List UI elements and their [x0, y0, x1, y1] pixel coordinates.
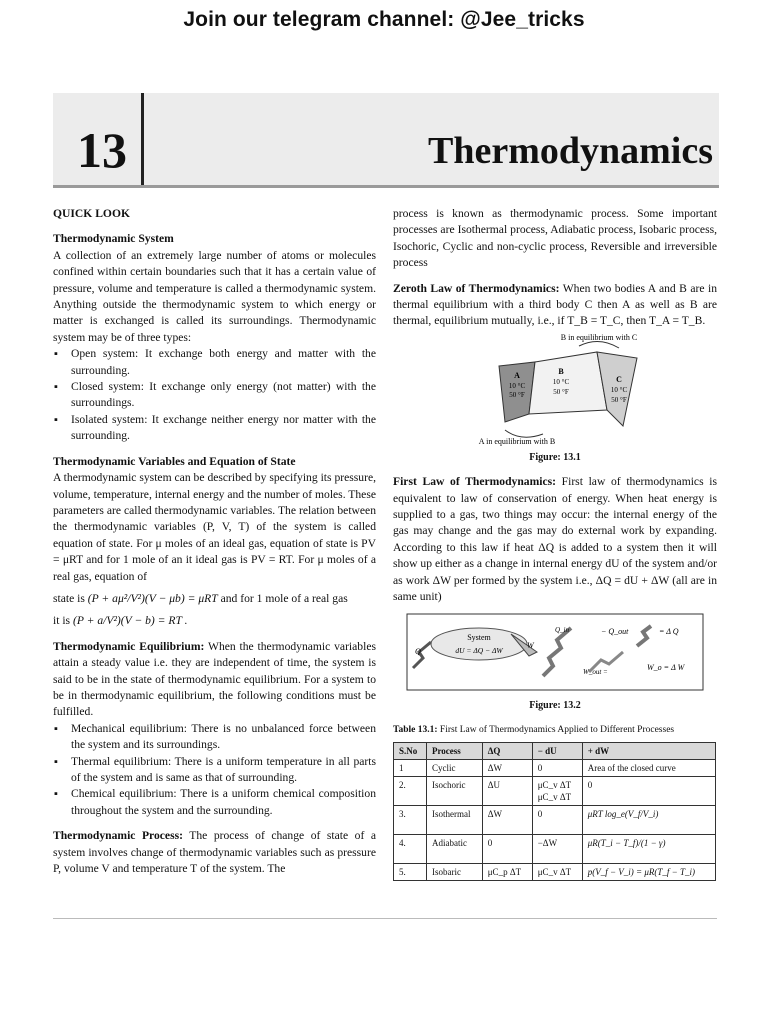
system-heading: Thermodynamic System: [53, 232, 174, 246]
list-item: ▪ Chemical equilibrium: There is a uniform chemical composition throughout the system and the surrounding.: [71, 786, 376, 819]
column-header: + dW: [582, 743, 715, 760]
table-cell: 5.: [394, 864, 427, 881]
delta-q-label: = Δ Q: [659, 626, 679, 636]
figure-13-2-caption: Figure: 13.2: [529, 699, 581, 711]
block-c-label: C: [616, 374, 622, 384]
block-c-fahrenheit: 50 °F: [611, 395, 627, 404]
table-cell: ΔW: [482, 806, 532, 835]
system-types-list: [53, 346, 376, 444]
column-header: ΔQ: [482, 743, 532, 760]
equilibrium-paragraph: Thermodynamic Equilibrium: When the thermodynamic variables attain a steady value i.e. they are independent of time, the system is said to be in the state of thermodynamic equilibrium. For a system to be in thermodynamic equilibrium, the following conditions must be fulfilled.: [53, 639, 376, 719]
system-label: System: [467, 632, 491, 642]
table-row: [394, 806, 716, 835]
left-column: [53, 206, 376, 877]
top-arrow: [579, 341, 619, 348]
table-row: [394, 835, 716, 864]
table-cell: μRT log_e(V_f/V_i): [582, 806, 715, 835]
equilibrium-conditions-list: [53, 721, 376, 819]
figure-13-1-caption: Figure: 13.1: [529, 451, 581, 463]
block-b-celsius: 10 °C: [552, 377, 570, 386]
table-cell: 0: [582, 777, 715, 806]
zeroth-law-figure: [393, 330, 717, 448]
first-law-figure: [393, 612, 717, 694]
process-continued-paragraph: process is known as thermodynamic process. Some important processes are Isothermal process, Adiabatic process, Isobaric process, Isochoric, Cyclic and non-cyclic process, Reversible and irreversible process: [393, 207, 717, 270]
table-cell: Isochoric: [426, 777, 482, 806]
table-header-row: [394, 743, 716, 760]
q-label: Q: [415, 646, 421, 656]
chapter-header: [53, 93, 719, 188]
table-cell: μC_p ΔT: [482, 864, 532, 881]
table-cell: Isothermal: [426, 806, 482, 835]
table-cell: μR(T_i − T_f)/(1 − γ): [582, 835, 715, 864]
list-item: ▪ Isolated system: It exchange neither energy nor matter with the surrounding.: [71, 412, 376, 445]
q-in-label: Q_in: [555, 625, 569, 634]
first-law-paragraph: First Law of Thermodynamics: First law of thermodynamics is equivalent to law of conservation of energy. When heat energy is supplied to a gas, two things may occur: the internal energy of the gas may change and the gas may do external work by expanding. According to this law if heat ΔQ is added to a system then it will show up either as a change in internal energy dU of the system and/or as work ΔW per formed by the system i.e., ΔQ = dU + ΔW (all are in same unit): [393, 475, 717, 604]
variables-heading: Thermodynamic Variables and Equation of State: [53, 454, 296, 468]
block-a-celsius: 10 °C: [508, 381, 526, 390]
block-b-fahrenheit: 50 °F: [553, 387, 569, 396]
telegram-banner: Join our telegram channel: @Jee_tricks: [183, 8, 585, 31]
list-item: ▪ Thermal equilibrium: There is a uniform temperature in all parts of the system and is same as that of surrounding.: [71, 754, 376, 787]
process-paragraph: Thermodynamic Process: The process of change of state of a system involves change of thermodynamic variables such as pressure P, volume V and temperature T of the system. The: [53, 829, 376, 876]
variables-paragraph: A thermodynamic system can be described by specifying its pressure, volume, temperature, internal energy and the number of moles. These parameters are called thermodynamic variables. The relation between the thermodynamic variables (P, V, T) of the system is called equation of state. For μ moles of an ideal gas, equation of state is PV = μRT and for 1 mole of an it ideal gas is PV = RT. For μ moles of a real gas, equation of: [53, 471, 376, 583]
table-cell: 1: [394, 760, 427, 777]
top-label: B in equilibrium with C: [560, 332, 638, 342]
table-cell: Adiabatic: [426, 835, 482, 864]
table-cell: μC_v ΔT: [532, 864, 582, 881]
q-out-label: − Q_out: [601, 626, 629, 636]
table-cell: ΔU: [482, 777, 532, 806]
column-header: − dU: [532, 743, 582, 760]
table-cell: Area of the closed curve: [582, 760, 715, 777]
table-cell: −ΔW: [532, 835, 582, 864]
quick-look-heading: QUICK LOOK: [53, 207, 130, 220]
table-cell: ΔW: [482, 760, 532, 777]
block-c-celsius: 10 °C: [610, 385, 628, 394]
real-gas-equation: state is (P + aμ²/V²)(V − μb) = μRT and for 1 mole of a real gas: [53, 591, 348, 605]
list-item: ▪ Closed system: It exchange only energy (not matter) with the surroundings.: [71, 379, 376, 412]
system-paragraph: A collection of an extremely large number of atoms or molecules confined within certain boundaries such that it has a certain value of pressure, volume and temperature is called a thermodynamic system. Anything outside the thermodynamic system to which energy or matter is exchanged is called its surroundings. Thermodynamic system may be of three types:: [53, 248, 376, 344]
chapter-divider: [141, 93, 144, 185]
table-row: [394, 864, 716, 881]
table-cell: 0: [532, 760, 582, 777]
column-header: S.No: [394, 743, 427, 760]
w-out-label: W_out =: [583, 667, 608, 676]
footer-divider: [53, 918, 717, 919]
block-a-label: A: [514, 370, 520, 380]
table-cell: 0: [532, 806, 582, 835]
w-label: W: [527, 640, 534, 650]
column-header: Process: [426, 743, 482, 760]
delta-w-label: W_o = Δ W: [647, 662, 685, 672]
bottom-label: A in equilibrium with B: [478, 436, 556, 446]
table-row: [394, 760, 716, 777]
block-b-label: B: [558, 366, 564, 376]
table-caption: Table 13.1: First Law of Thermodynamics Applied to Different Processes: [393, 724, 675, 735]
table-cell: 0: [482, 835, 532, 864]
table-cell: 3.: [394, 806, 427, 835]
right-column: [393, 206, 717, 881]
one-mole-real-gas-equation: it is (P + a/V²)(V − b) = RT .: [53, 614, 188, 628]
block-a-fahrenheit: 50 °F: [509, 390, 525, 399]
table-cell: μC_v ΔT μC_v ΔT: [532, 777, 582, 806]
zeroth-law-paragraph: Zeroth Law of Thermodynamics: When two bodies A and B are in thermal equilibrium with a third body C then A as well as B are thermal, equilibrium mutually, i.e., if T_B = T_C, then T_A = T_B.: [393, 281, 717, 328]
first-law-table: [393, 742, 716, 881]
chapter-number: 13: [77, 122, 127, 178]
chapter-title: Thermodynamics: [428, 130, 713, 172]
table-cell: 4.: [394, 835, 427, 864]
table-cell: Isobaric: [426, 864, 482, 881]
table-cell: 2.: [394, 777, 427, 806]
list-item: ▪ Mechanical equilibrium: There is no unbalanced force between the system and its surroundings.: [71, 721, 376, 754]
table-row: [394, 777, 716, 806]
energy-equation: dU = ΔQ − ΔW: [455, 645, 503, 655]
table-cell: p(V_f − V_i) = μR(T_f − T_i): [582, 864, 715, 881]
table-cell: Cyclic: [426, 760, 482, 777]
list-item: ▪ Open system: It exchange both energy and matter with the surrounding.: [71, 346, 376, 379]
